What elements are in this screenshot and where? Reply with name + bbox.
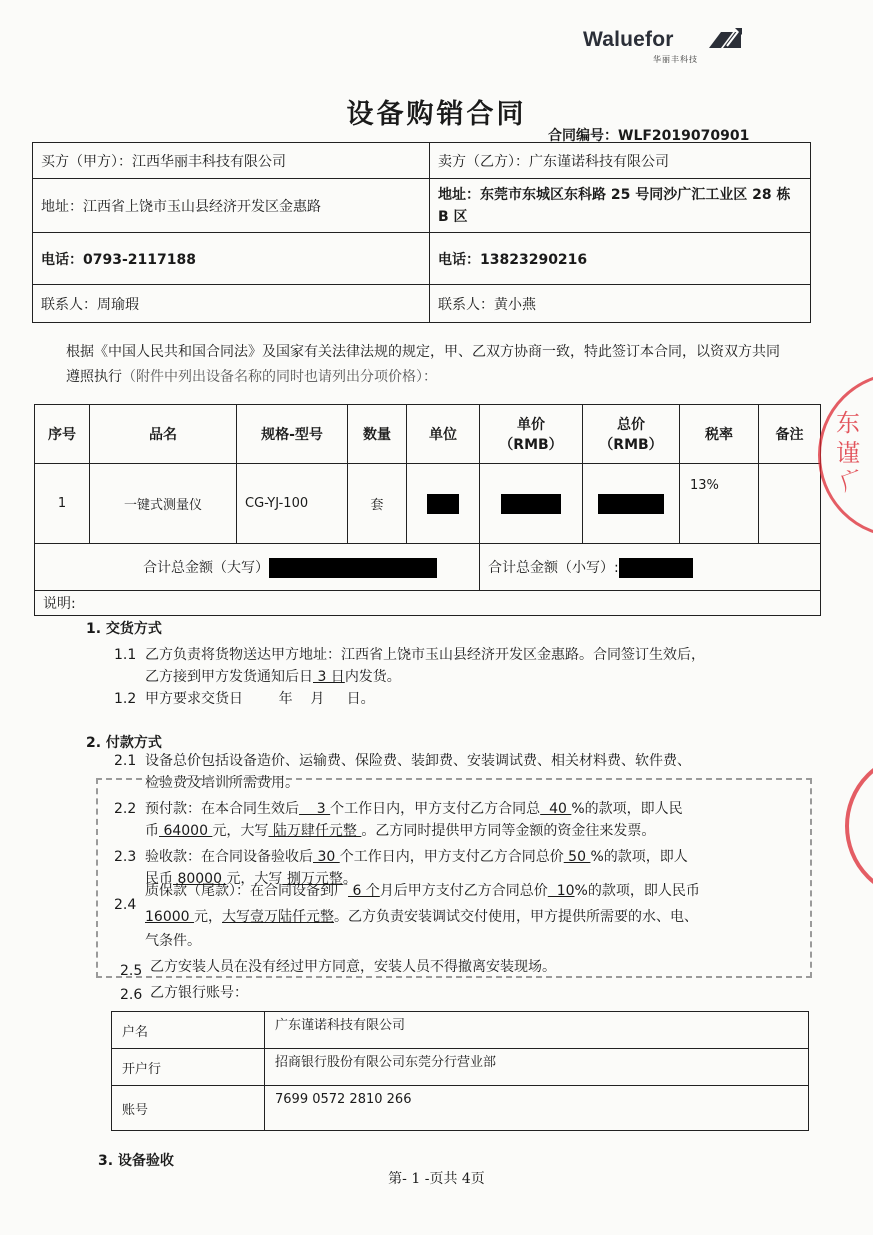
clause-2-4-line2: 16000 元，大写壹万陆仟元整。乙方负责安装调试交付使用，甲方提供所需要的水、电、	[145, 909, 698, 925]
seal-text-2: 广	[837, 465, 867, 497]
col-tax: 税率	[680, 405, 759, 464]
items-table	[34, 404, 821, 616]
row-name: 一键式测量仪	[90, 464, 237, 544]
clause-2-3-line2: 民币 80000 元，大写 捌万元整。	[145, 871, 357, 887]
row-unit-price-redacted	[480, 464, 583, 544]
col-unit: 单位	[407, 405, 480, 464]
section-3-title: 3. 设备验收	[98, 1153, 174, 1169]
bank-branch: 招商银行股份有限公司东莞分行营业部	[265, 1049, 809, 1086]
clause-2-6-text: 乙方银行账号：	[150, 985, 248, 1001]
clause-2-3-line1: 验收款：在合同设备验收后 30 个工作日内，甲方支付乙方合同总价 50 %的款项，即人	[145, 849, 688, 865]
contract-number: 合同编号：WLF2019070901	[548, 128, 750, 144]
seller-address: 地址：东莞市东城区东科路 25 号同沙广汇工业区 28 栋 B 区	[430, 179, 811, 233]
row-unit-redacted	[407, 464, 480, 544]
bank-acct-label: 账号	[112, 1086, 265, 1131]
clause-2-4-line3: 气条件。	[145, 933, 201, 949]
clause-2-1-line1: 设备总价包括设备造价、运输费、保险费、装卸费、安装调试费、相关材料费、软件费、	[145, 753, 691, 769]
company-logo	[583, 26, 753, 66]
redaction-block	[598, 494, 664, 514]
col-unit-price: 单价 （RMB）	[480, 405, 583, 464]
logo-mark-icon	[707, 26, 743, 52]
table-row	[35, 464, 821, 544]
col-qty: 数量	[348, 405, 407, 464]
col-remark: 备注	[759, 405, 821, 464]
clause-2-6-no: 2.6	[120, 987, 143, 1003]
brand-subtitle: 华丽丰科技	[653, 55, 698, 64]
clause-1-1-line1: 乙方负责将货物送达甲方地址：江西省上饶市玉山县经济开发区金惠路。合同签订生效后，	[145, 647, 705, 663]
seller-contact: 联系人：黄小燕	[430, 285, 811, 323]
bank-acct: 7699 0572 2810 266	[265, 1086, 809, 1131]
row-remark	[759, 464, 821, 544]
row-qty: 套	[348, 464, 407, 544]
clause-1-1-no: 1.1	[114, 647, 137, 663]
buyer-contact: 联系人：周瑜瑕	[33, 285, 430, 323]
clause-2-4-line1: 质保款（尾款）：在合同设备到厂 6 个月后甲方支付乙方合同总价 10%的款项，即人民币	[145, 883, 700, 899]
section-2-title: 2. 付款方式	[86, 735, 162, 751]
row-tax: 13%	[680, 464, 759, 544]
clause-2-2-line1: 预付款：在本合同生效后 3 个工作日内，甲方支付乙方合同总 40 %的款项，即人民	[145, 801, 683, 817]
seller-name: 卖方（乙方）：广东谨诺科技有限公司	[430, 143, 811, 179]
note-row: 说明:	[35, 591, 821, 616]
buyer-phone: 电话：0793-2117188	[33, 233, 430, 285]
page-title: 设备购销合同	[346, 99, 527, 130]
clause-1-2-no: 1.2	[114, 691, 137, 707]
row-total-price-redacted	[583, 464, 680, 544]
clause-2-2-line2: 币 64000 元，大写 陆万肆仟元整 。乙方同时提供甲方同等金额的资金往来发票。	[145, 823, 656, 839]
total-lower: 合计总金额（小写）:	[480, 544, 821, 591]
seal-text: 东谨	[836, 409, 860, 467]
redaction-block	[427, 494, 459, 514]
clause-2-5-no: 2.5	[120, 963, 143, 979]
bank-branch-label: 开户行	[112, 1049, 265, 1086]
clause-2-3-no: 2.3	[114, 849, 137, 865]
section-1-title: 1. 交货方式	[86, 621, 162, 637]
bank-name-label: 户名	[112, 1012, 265, 1049]
bank-table	[111, 1011, 809, 1131]
buyer-address: 地址：江西省上饶市玉山县经济开发区金惠路	[33, 179, 430, 233]
redaction-block	[269, 558, 437, 578]
clause-2-5-text: 乙方安装人员在没有经过甲方同意，安装人员不得撤离安装现场。	[150, 959, 556, 975]
clause-2-2-no: 2.2	[114, 801, 137, 817]
party-table	[32, 142, 811, 323]
intro-paragraph: 根据《中国人民共和国合同法》及国家有关法律法规的规定，甲、乙双方协商一致，特此签订本合同，以资双方共同遵照执行（附件中列出设备名称的同时也请列出分项价格）：	[66, 344, 780, 385]
redaction-block	[501, 494, 561, 514]
clause-1-1-line2: 乙方接到甲方发货通知后日 3 日内发货。	[145, 669, 401, 685]
col-spec: 规格-型号	[237, 405, 348, 464]
bank-account-name: 广东谨诺科技有限公司	[265, 1012, 809, 1049]
clause-2-1-no: 2.1	[114, 753, 137, 769]
page-number: 第- 1 -页共 4页	[388, 1171, 485, 1187]
buyer-name: 买方（甲方）：江西华丽丰科技有限公司	[33, 143, 430, 179]
brand-name: Waluefor	[583, 28, 674, 51]
clause-2-4-no: 2.4	[114, 897, 137, 913]
company-seal-2	[845, 752, 873, 900]
col-no: 序号	[35, 405, 90, 464]
col-name: 品名	[90, 405, 237, 464]
row-no: 1	[35, 464, 90, 544]
clause-2-1-line2: 检验费及培训所需费用。	[145, 775, 299, 791]
col-total-price: 总价 （RMB）	[583, 405, 680, 464]
clause-1-2-text: 甲方要求交货日 年 月 日。	[145, 691, 375, 707]
seller-phone: 电话：13823290216	[430, 233, 811, 285]
row-spec: CG-YJ-100	[237, 464, 348, 544]
redaction-block	[619, 558, 693, 578]
total-upper: 合计总金额（大写）	[35, 544, 480, 591]
